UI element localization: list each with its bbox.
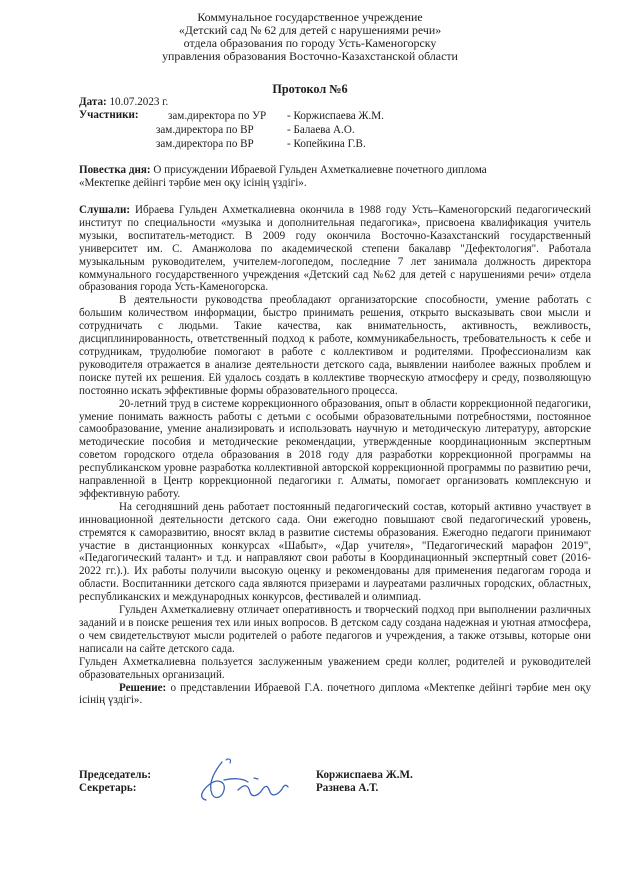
- org-name-line-4: управления образования Восточно-Казахстанской области: [162, 49, 458, 63]
- participant-role: зам.директора по ВР: [156, 138, 254, 150]
- secretary-name: Разнева А.Т.: [316, 782, 379, 794]
- participants-label: Участники:: [79, 109, 139, 121]
- handwritten-signature: [188, 756, 308, 806]
- date-row: [79, 96, 168, 109]
- heard-paragraph-5: Гульден Ахметкалиевну отличает оперативность и творческий подход при выполнении различных заданий и в поиске решения тех или иных вопросов. В детском саду создана надежная и уютная атмосфера, о чем свидетельствуют мысли родителей о работе педагогов и учреждения, а также отзывы, которые они написали на сайте детского сада.: [79, 604, 591, 655]
- org-name-line-1: Коммунальное государственное учреждение: [197, 10, 423, 24]
- date-label: Дата:: [79, 96, 107, 108]
- decision-text: о представлении Ибраевой Г.А. почетного диплома «Мектепке дейінгі тәрбие мен оқу ісінің үздігі».: [79, 681, 591, 707]
- participant-name: - Копейкина Г.В.: [287, 138, 366, 150]
- decision-label: Решение:: [119, 681, 167, 694]
- participant-name: - Коржиспаева Ж.М.: [287, 110, 384, 122]
- heard-paragraph-4: На сегодняшний день работает постоянный педагогический состав, который активно участвует в инновационной деятельности детского сада. Они ежегодно повышают свой педагогический уровень, стремятся к саморазвитию, вносят вклад в развитие системы образования. Ежегодно педагоги принимают участие в дистанционных конкурсах «Шабыт», «Дар учителя», "Педагогический марафон 2019", «Педагогический талант» и т.д. и направляют свои работы в Координационный экспертный совет (2016-2022 гг.).). Их работы получили высокую оценку и рекомендованы для применения педагогам города и области. Воспитанники детского сада являются призерами и лауреатами различных городских, областных, республиканских и международных конкурсов, фестивалей и олимпиад.: [79, 500, 591, 604]
- agenda-text-continued: «Мектепке дейінгі тәрбие мен оқу ісінің үздігі».: [79, 177, 307, 189]
- participant-role: зам.директора по ВР: [156, 124, 254, 136]
- participant-name: - Балаева А.О.: [287, 124, 355, 136]
- heard-label: Слушали:: [79, 204, 131, 216]
- org-name-line-2: «Детский сад № 62 для детей с нарушениями речи»: [178, 23, 442, 37]
- participant-role: зам.директора по УР: [168, 110, 267, 122]
- heard-paragraph-3: 20-летний труд в системе коррекционного образования, опыт в области коррекционной педагогики, умение понимать важность работы с детьми с особыми образовательными потребностями, постоянное самообразование, умение анализировать и использовать научную и методическую литературу, авторские методические пособия и методические рекомендации, утвержденные координационным экспертным советом городского отдела образования в 2018 году для разработки коррекционной программы на республиканском уровне разработка коллективной авторской коррекционной программы по развитию речи, направленной в Центр коррекционной педагогики г. Алматы, помогает организовать комплексную и эффективную работу.: [79, 397, 591, 500]
- protocol-title: Протокол №6: [272, 82, 348, 96]
- decision-paragraph: [79, 682, 591, 708]
- agenda-row: [79, 164, 487, 177]
- date-value: 10.07.2023 г.: [109, 96, 169, 108]
- heard-section: [79, 204, 591, 707]
- heard-paragraph-1: Слушали: Ибраева Гульден Ахметкалиевна окончила в 1988 году Усть–Каменогорский педагогический институт по специальности «музыка и дополнительная педагогика», присвоена квалификация учитель музыки, воспитатель-методист. В 2009 году окончила Восточно-Казахстанский государственный университет им. С. Аманжолова по академической степени бакалавр "Дефектология". Работала музыкальным руководителем, учителем-логопедом, последние 7 лет занимала должность директора коммунального государственного учреждения «Детский сад №62 для детей с нарушениями речи» отдела образования города Усть-Каменогорска.: [79, 204, 591, 294]
- org-name-line-3: отдела образования по городу Усть-Каменогорску: [183, 36, 437, 50]
- secretary-label: Секретарь:: [79, 782, 137, 794]
- agenda-label: Повестка дня:: [79, 164, 151, 176]
- heard-paragraph-6: Гульден Ахметкалиевна пользуется заслуженным уважением среди коллег, родителей и руководителей образовательных организаций.: [79, 655, 591, 681]
- heard-paragraph-2: В деятельности руководства преобладают организаторские способности, умение работать с большим количеством информации, быстро принимать решения, открыто высказывать свои мысли и сотрудничать с людьми. Такие качества, как внимательность, активность, вежливость, дисциплинированность, ответственный подход к работе, коммуникабельность, требовательность к себе и сотрудникам, трудолюбие помогают в работе с коллективом и родителями. Профессионализм как руководителя отражается в анализе деятельности детского сада, выявлении наиболее важных проблем и поиске путей их решения. Ей удалось создать в коллективе творческую атмосферу и среду, позволяющую постоянно искать эффективные формы образовательного процесса.: [79, 294, 591, 397]
- chair-name: Коржиспаева Ж.М.: [316, 769, 413, 781]
- chair-label: Председатель:: [79, 769, 152, 781]
- agenda-text: О присуждении Ибраевой Гульден Ахметкалиевне почетного диплома: [153, 164, 487, 176]
